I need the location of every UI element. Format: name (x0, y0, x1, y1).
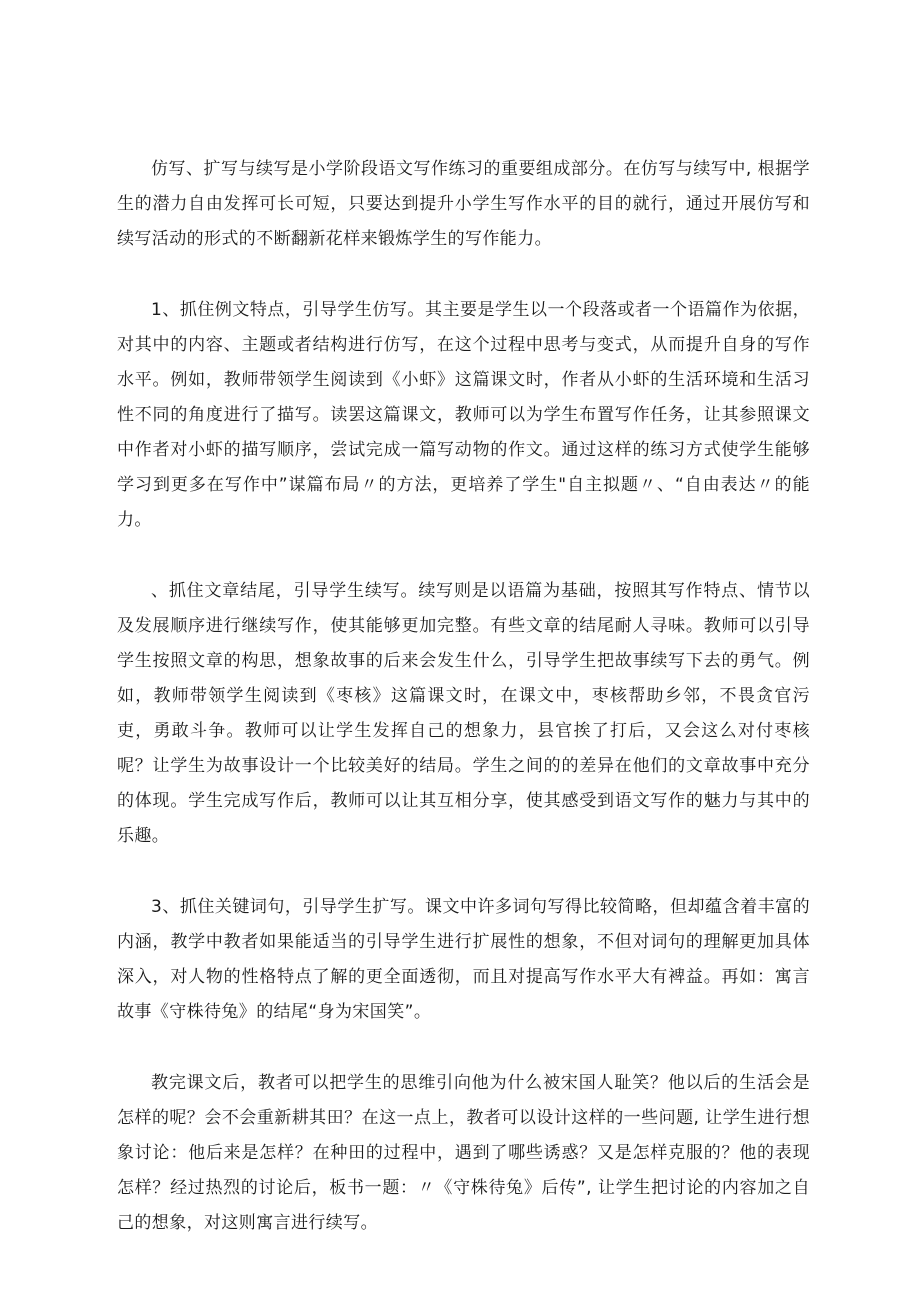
paragraph-intro: 仿写、扩写与续写是小学阶段语文写作练习的重要组成部分。在仿写与续写中, 根据学生的潜力自由发挥可长可短，只要达到提升小学生写作水平的目的就行，通过开展仿写和续写活动的形式的不断翻新花样来锻炼学生的写作能力。 (117, 159, 810, 249)
paragraph-imitation-writing: 1、抓住例文特点，引导学生仿写。其主要是学生以一个段落或者一个语篇作为依据，对其中的内容、主题或者结构进行仿写，在这个过程中思考与变式，从而提升自身的写作水平。例如，教师带领学生阅读到《小虾》这篇课文时，作者从小虾的生活环境和生活习性不同的角度进行了描写。读罢这篇课文，教师可以为学生布置写作任务，让其参照课文中作者对小虾的描写顺序，尝试完成一篇写动物的作文。通过这样的练习方式使学生能够学习到更多在写作中”谋篇布局〃的方法，更培养了学生"自主拟题〃、“自由表达〃的能力。 (117, 300, 810, 530)
paragraph-expansion-writing: 3、抓住关键词句，引导学生扩写。课文中许多词句写得比较简略，但却蕴含着丰富的内涵，教学中教者如果能适当的引导学生进行扩展性的想象，不但对词句的理解更加具体深入，对人物的性格特点了解的更全面透彻，而且对提高写作水平大有裨益。再如：寓言故事《守株待兔》的结尾“身为宋国笑”。 (117, 897, 810, 1022)
paragraph-example-discussion: 教完课文后，教者可以把学生的思维引向他为什么被宋国人耻笑？他以后的生活会是怎样的呢？会不会重新耕其田？在这一点上，教者可以设计这样的一些问题, 让学生进行想象讨论：他后来是怎样？在种田的过程中，遇到了哪些诱惑？又是怎样克服的？他的表现怎样？经过热烈的讨论后，板书一题：〃《守株待兔》后传”, 让学生把讨论的内容加之自己的想象，对这则寓言进行续写。 (117, 1073, 810, 1233)
paragraph-continuation-writing: 、抓住文章结尾，引导学生续写。续写则是以语篇为基础，按照其写作特点、情节以及发展顺序进行继续写作，使其能够更加完整。有些文章的结尾耐人寻味。教师可以引导学生按照文章的构思，想象故事的后来会发生什么，引导学生把故事续写下去的勇气。例如，教师带领学生阅读到《枣核》这篇课文时，在课文中，枣核帮助乡邻，不畏贪官污吏，勇敢斗争。教师可以让学生发挥自己的想象力，县官挨了打后，又会这么对付枣核呢？让学生为故事设计一个比较美好的结局。学生之间的的差异在他们的文章故事中充分的体现。学生完成写作后，教师可以让其互相分享，使其感受到语文写作的魅力与其中的乐趣。 (117, 581, 810, 846)
document-body (117, 152, 810, 1241)
